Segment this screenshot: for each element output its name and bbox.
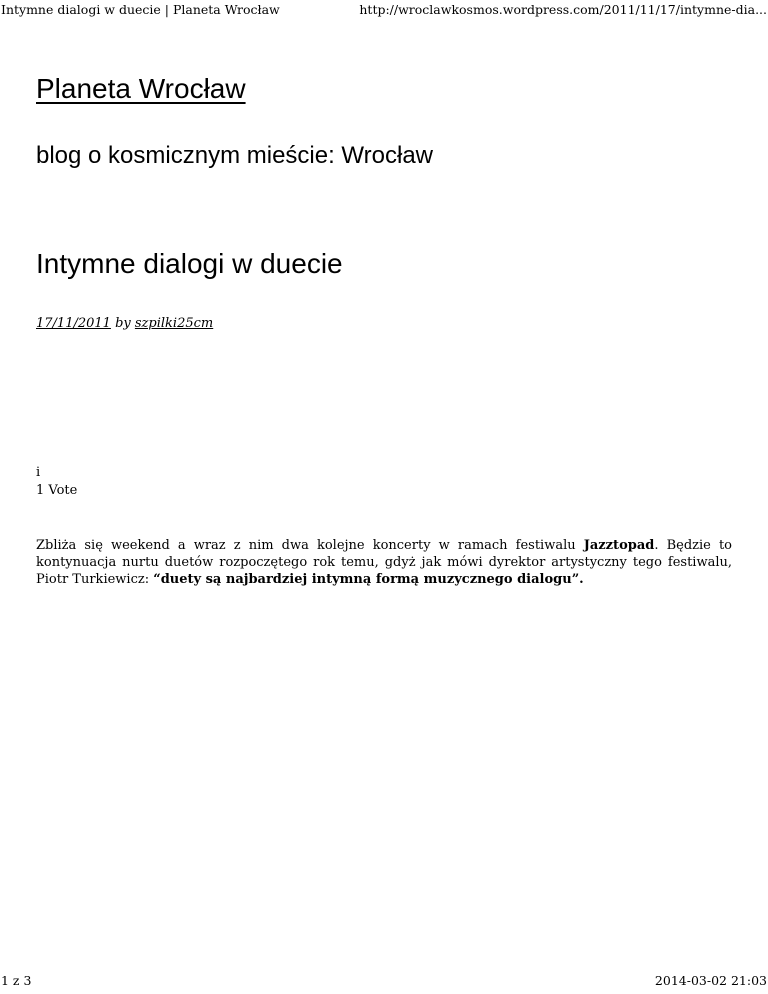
post-author-link[interactable]: szpilki25cm	[134, 316, 214, 331]
post-body	[36, 537, 732, 588]
post-meta	[36, 314, 213, 334]
rating-votes: 1 Vote	[36, 483, 78, 498]
print-url: http://wroclawkosmos.wordpress.com/2011/11/17/intymne-dia...	[359, 2, 767, 17]
rating-info-icon[interactable]: i	[36, 465, 41, 480]
festival-name: Jazztopad	[583, 538, 655, 553]
quote-text: “duety są najbardziej intymną formą muzycznego dialogu”.	[153, 572, 584, 587]
site-tagline: blog o kosmicznym mieście: Wrocław	[36, 142, 433, 169]
print-footer	[0, 972, 768, 994]
print-header	[0, 0, 768, 22]
body-text-part1: Zbliża się weekend a wraz z nim dwa kolejne koncerty w ramach festiwalu	[36, 538, 584, 553]
rating-block	[36, 464, 77, 500]
post-paragraph	[36, 537, 732, 588]
post-title: Intymne dialogi w duecie	[36, 248, 343, 279]
print-timestamp: 2014-03-02 21:03	[654, 973, 767, 988]
post-date-link[interactable]: 17/11/2011	[36, 316, 111, 331]
print-page-count: 1 z 3	[1, 973, 32, 988]
post-by-word: by	[115, 316, 131, 331]
body-text-part2: . Będzie to kontynuacja nurtu duetów rozpoczętego rok temu, gdyż jak mówi dyrektor artystyczny tego festiwalu, Piotr Turkiewicz:	[36, 538, 732, 587]
site-title-link[interactable]: Planeta Wrocław	[36, 73, 246, 104]
print-page-title: Intymne dialogi w duecie | Planeta Wrocław	[1, 2, 280, 17]
